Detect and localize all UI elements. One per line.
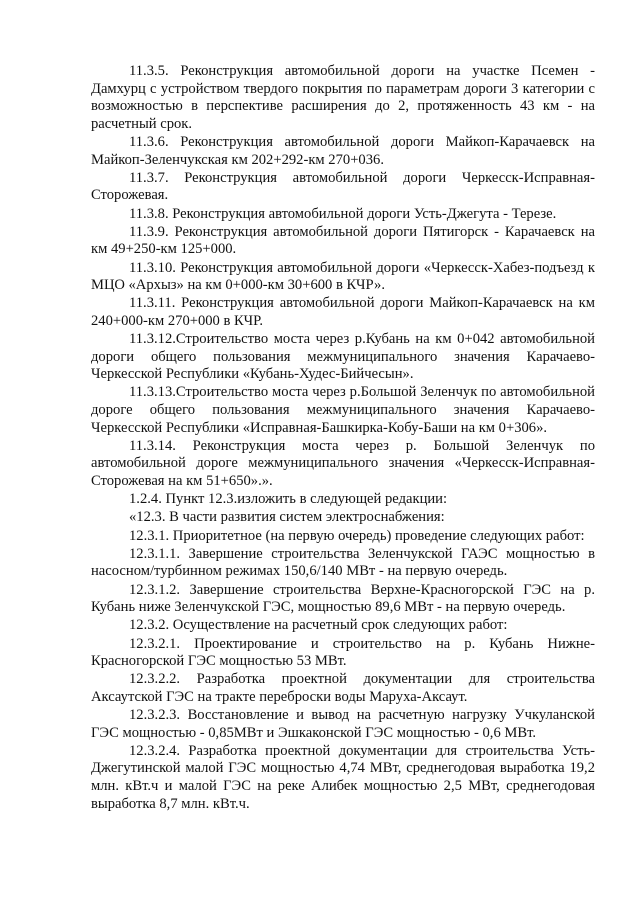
paragraph-12-3: «12.3. В части развития систем электроснабжения: bbox=[129, 509, 445, 526]
paragraph-11-3-10: 11.3.10. Реконструкция автомобильной дороги «Черкесск-Хабез-подъезд к МЦО «Архыз» на км 0+000-км 30+600 в КЧР». bbox=[91, 259, 595, 294]
paragraph-12-3-2-4: 12.3.2.4. Разработка проектной документации для строительства Усть-Джегутинской малой ГЭС мощностью 4,74 МВт, среднегодовая выработка 19,2 млн. кВт.ч и малой ГЭС на реке Алибек мощностью 2,5 МВт, среднегодовая выработка 8,7 млн. кВт.ч. bbox=[91, 742, 595, 812]
paragraph-12-3-2-3: 12.3.2.3. Восстановление и вывод на расчетную нагрузку Учкуланской ГЭС мощностью - 0,85МВт и Эшкаконской ГЭС мощностью - 0,6 МВт. bbox=[91, 707, 595, 741]
paragraph-11-3-9: 11.3.9. Реконструкция автомобильной дороги Пятигорск - Карачаевск на км 49+250-км 125+000. bbox=[91, 223, 595, 258]
paragraph-11-3-11: 11.3.11. Реконструкция автомобильной дороги Майкоп-Карачаевск на км 240+000-км 270+000 в КЧР. bbox=[91, 295, 595, 329]
paragraph-12-3-2-1: 12.3.2.1. Проектирование и строительство на р. Кубань Нижне-Красногорской ГЭС мощностью 53 МВт. bbox=[91, 635, 595, 670]
paragraph-11-3-6: 11.3.6. Реконструкция автомобильной дороги Майкоп-Карачаевск на Майкоп-Зеленчукская км 202+292-км 270+036. bbox=[91, 133, 595, 168]
paragraph-11-3-12: 11.3.12.Строительство моста через р.Кубань на км 0+042 автомобильной дороги общего пользования межмуниципального значения Карачаево-Черкесской Республики «Кубань-Худес-Бийчесын». bbox=[91, 331, 595, 383]
paragraph-12-3-2-2: 12.3.2.2. Разработка проектной документации для строительства Аксаутской ГЭС на тракте переброски воды Маруха-Аксаут. bbox=[91, 671, 595, 705]
paragraph-12-3-1-1: 12.3.1.1. Завершение строительства Зеленчукской ГАЭС мощностью в насосном/турбинном режимах 150,6/140 МВт - на первую очередь. bbox=[91, 545, 595, 580]
paragraph-12-3-1: 12.3.1. Приоритетное (на первую очередь) проведение следующих работ: bbox=[129, 527, 585, 544]
paragraph-11-3-14: 11.3.14. Реконструкция моста через р. Большой Зеленчук по автомобильной дороге межмуниципального значения «Черкесск-Исправная-Сторожевая на км 51+650».». bbox=[91, 437, 595, 489]
paragraph-11-3-5: 11.3.5. Реконструкция автомобильной дороги на участке Псемен - Дамхурц с устройством твердого покрытия по параметрам дороги 3 категории с возможностью в перспективе расширения до 2, протяженность 43 км - на расчетный срок. bbox=[91, 63, 595, 132]
document-page bbox=[91, 63, 595, 813]
paragraph-12-3-1-2: 12.3.1.2. Завершение строительства Верхне-Красногорской ГЭС на р. Кубань ниже Зеленчукской ГЭС, мощностью 89,6 МВт - на первую очередь. bbox=[91, 581, 595, 616]
paragraph-11-3-13: 11.3.13.Строительство моста через р.Большой Зеленчук по автомобильной дороге общего пользования межмуниципального значения Карачаево-Черкесской Республики «Исправная-Башкирка-Кобу-Баши на км 0+306». bbox=[91, 384, 595, 436]
paragraph-11-3-7: 11.3.7. Реконструкция автомобильной дороги Черкесск-Исправная-Сторожевая. bbox=[91, 169, 595, 204]
paragraph-12-3-2: 12.3.2. Осуществление на расчетный срок следующих работ: bbox=[129, 617, 508, 634]
paragraph-11-3-8: 11.3.8. Реконструкция автомобильной дороги Усть-Джегута - Терезе. bbox=[129, 205, 557, 222]
paragraph-1-2-4: 1.2.4. Пункт 12.3.изложить в следующей редакции: bbox=[129, 491, 448, 508]
